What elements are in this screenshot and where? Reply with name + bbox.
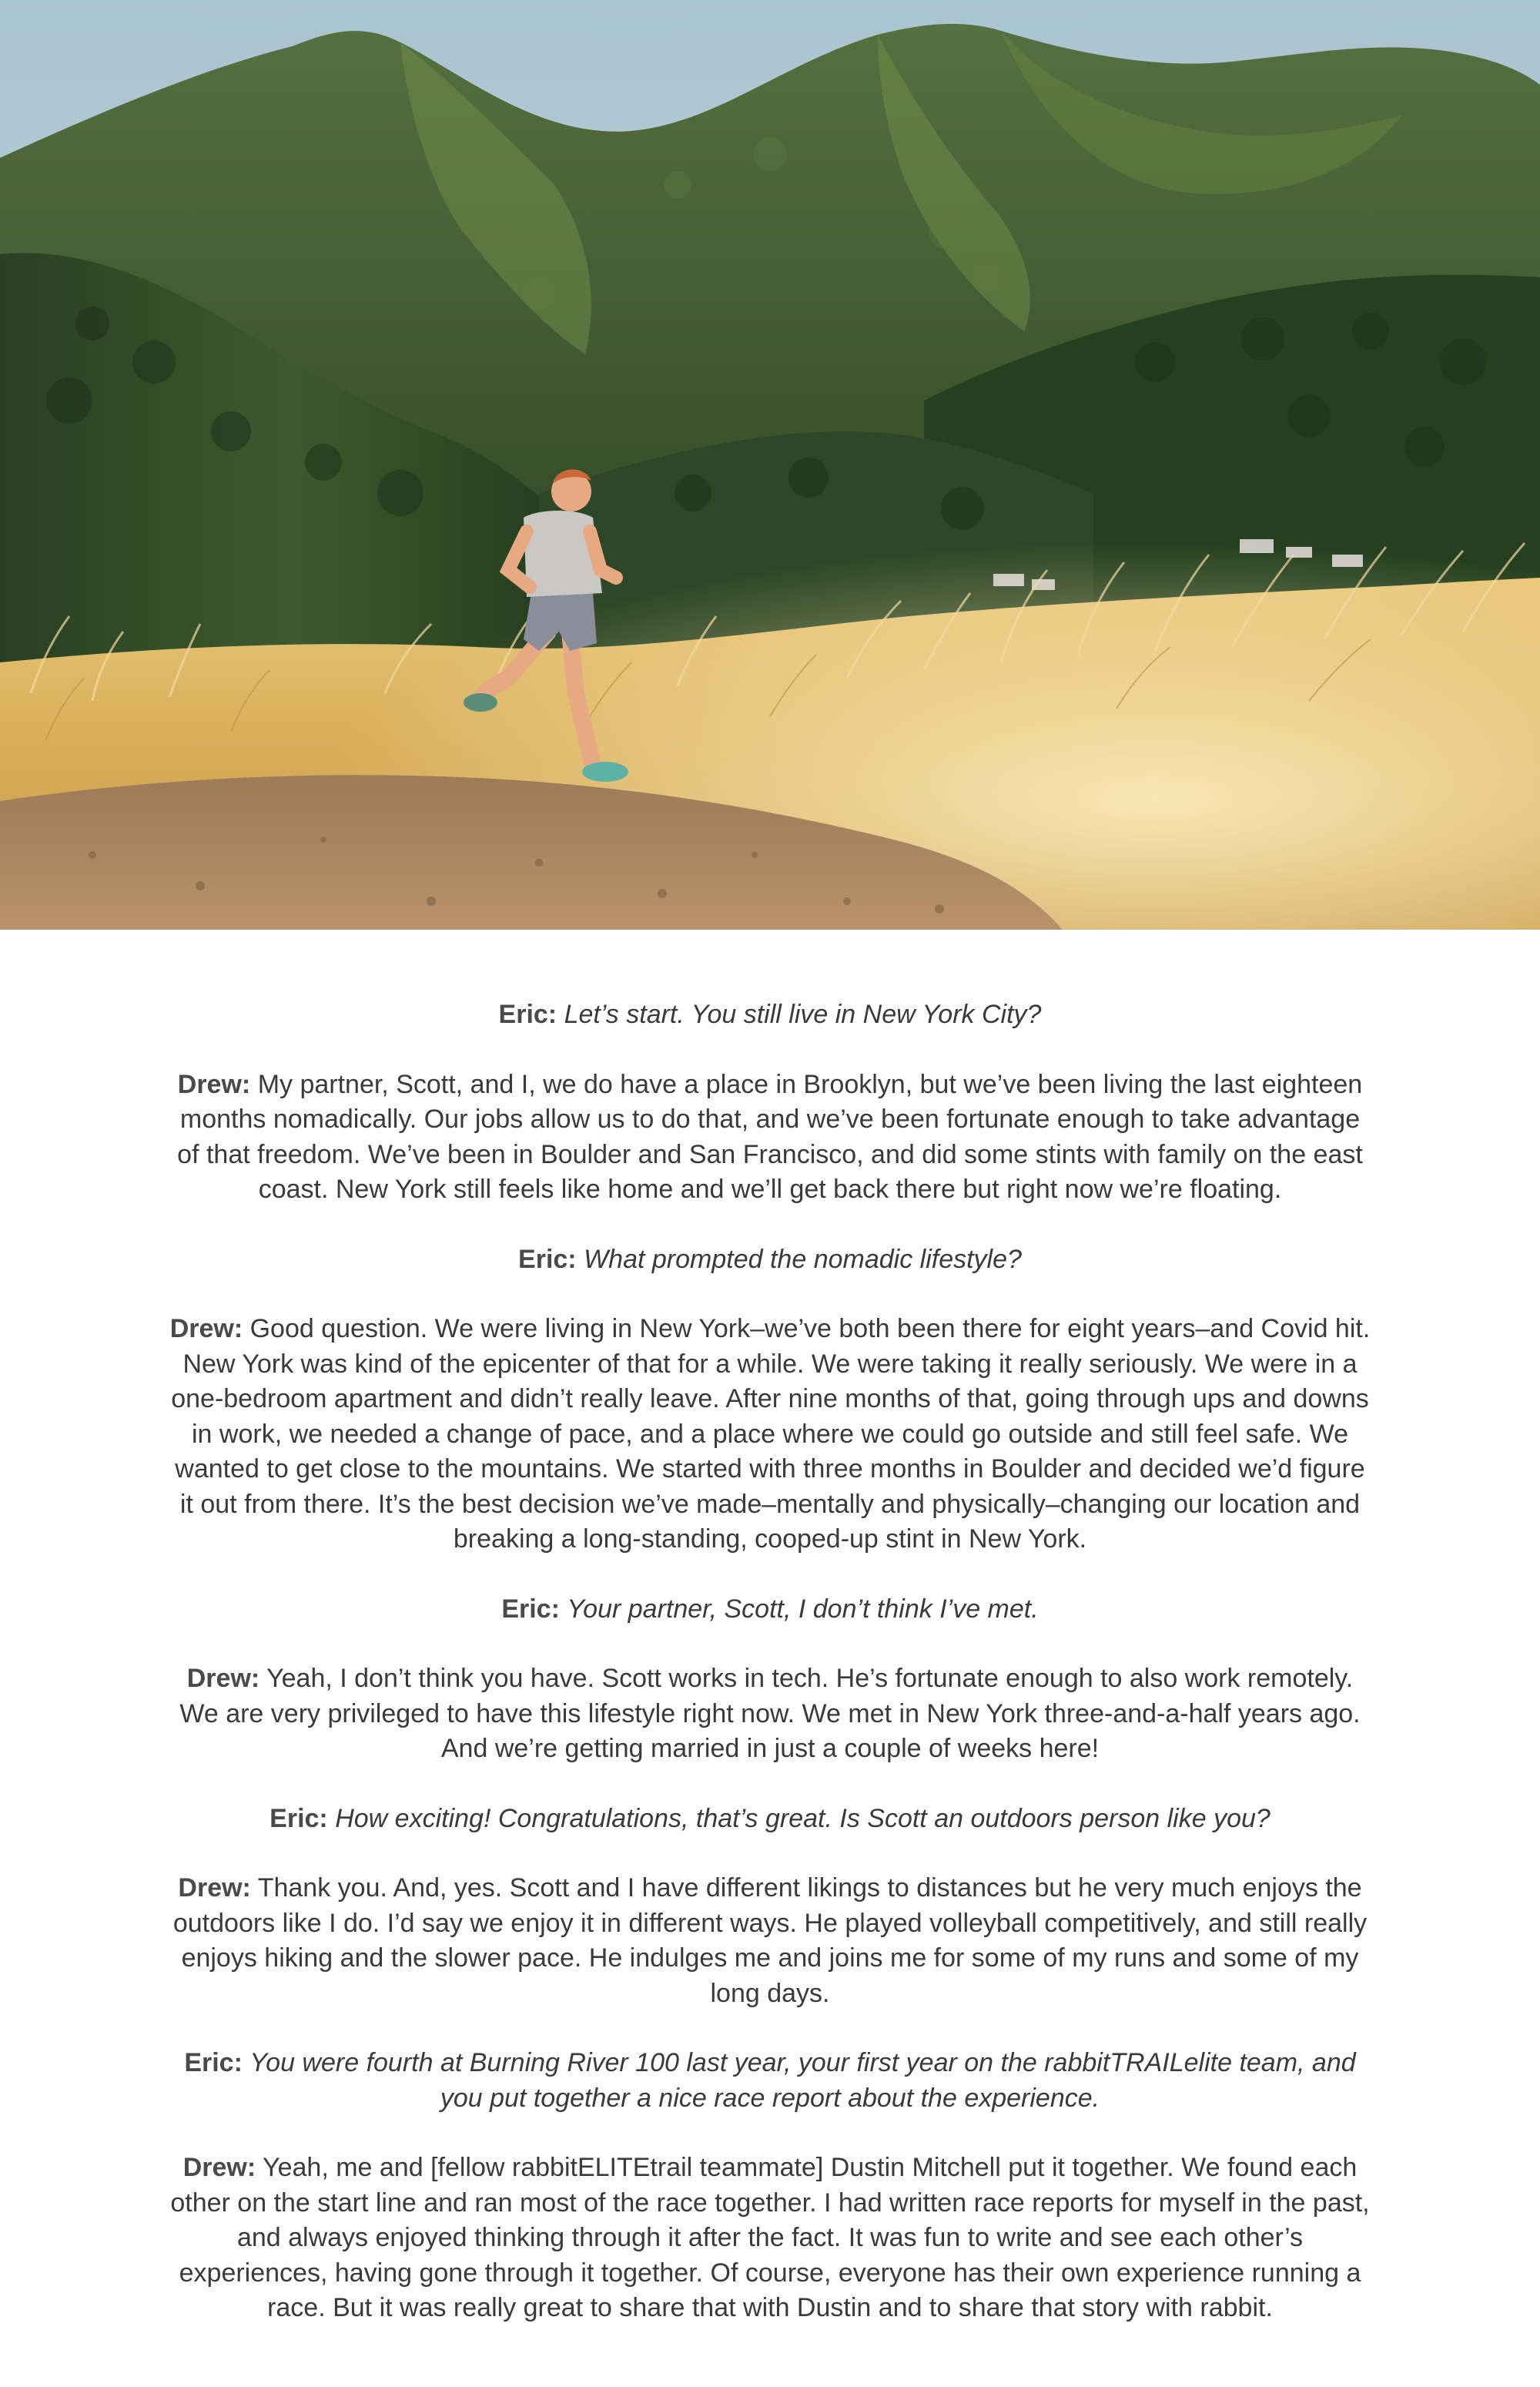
speaker-label: Eric: [270, 1803, 328, 1833]
answer-text: Yeah, me and [fellow rabbitELITEtrail teammate] Dustin Mitchell put it together. We found each other on the start line and ran most of the race together. I had written race reports for myself in the past, and always enjoyed thinking through it after the fact. It was fun to write and see each other’s experiences, having gone through it together. Of course, everyone has their own experience running a race. But it was really great to share that with Dustin and to share that story with rabbit. [170, 2153, 1370, 2322]
answer-text: Good question. We were living in New York–we’ve both been there for eight years–and Covid hit. New York was kind of the epicenter of that for a while. We were taking it really seriously. We were in a one-bedroom apartment and didn’t really leave. After nine months of that, going through ups and downs in work, we needed a change of pace, and a place where we could go outside and still feel safe. We wanted to get close to the mountains. We started with three months in Boulder and decided we’d figure it out from there. It’s the best decision we’ve made–mentally and physically–changing our location and breaking a long-standing, cooped-up stint in New York. [171, 1314, 1371, 1554]
interview-question [169, 1802, 1371, 1837]
hero-photo-illustration [0, 0, 1540, 930]
interview-answer [169, 1871, 1371, 2011]
speaker-label: Eric: [498, 1000, 557, 1029]
interview-question [169, 1242, 1371, 1278]
speaker-label: Drew: [169, 1314, 243, 1343]
answer-text: Thank you. And, yes. Scott and I have different likings to distances but he very much enjoys the outdoors like I do. I’d say we enjoy it in different ways. He played volleyball competitively, and still really enjoys hiking and the slower pace. He indulges me and joins me for some of my runs and some of my long days. [172, 1873, 1368, 2008]
speaker-label: Eric: [184, 2048, 243, 2077]
interview-answer [169, 2151, 1371, 2326]
speaker-label: Drew: [177, 1069, 251, 1099]
speaker-label: Drew: [182, 2153, 256, 2182]
question-text: Let’s start. You still live in New York City? [564, 1000, 1042, 1029]
interview-question [169, 997, 1371, 1033]
interview-article [169, 930, 1371, 2326]
interview-question [169, 1592, 1371, 1628]
question-text: Your partner, Scott, I don’t think I’ve met. [567, 1594, 1039, 1624]
speaker-label: Drew: [178, 1873, 251, 1903]
question-text: How exciting! Congratulations, that’s great. Is Scott an outdoors person like you? [335, 1803, 1270, 1833]
answer-text: My partner, Scott, and I, we do have a place in Brooklyn, but we’ve been living the last eighteen months nomadically. Our jobs allow us to do that, and we’ve been fortunate enough to take advantage of that freedom. We’ve been in Boulder and San Francisco, and did some stints with family on the east coast. New York still feels like home and we’ll get back there but right now we’re floating. [177, 1069, 1363, 1204]
interview-answer [169, 1312, 1371, 1557]
speaker-label: Eric: [518, 1244, 577, 1274]
speaker-label: Eric: [501, 1594, 560, 1624]
interview-answer [169, 1661, 1371, 1767]
speaker-label: Drew: [186, 1664, 260, 1693]
interview-question [169, 2046, 1371, 2116]
question-text: What prompted the nomadic lifestyle? [584, 1244, 1022, 1274]
hero-photo [0, 0, 1540, 930]
answer-text: Yeah, I don’t think you have. Scott works in tech. He’s fortunate enough to also work remotely. We are very privileged to have this lifestyle right now. We met in New York three-and-a-half years ago. And we’re getting married in just a couple of weeks here! [179, 1664, 1361, 1763]
interview-answer [169, 1068, 1371, 1208]
question-text: You were fourth at Burning River 100 last year, your first year on the rabbitTRAILelite team, and you put together a nice race report about the experience. [249, 2048, 1356, 2113]
